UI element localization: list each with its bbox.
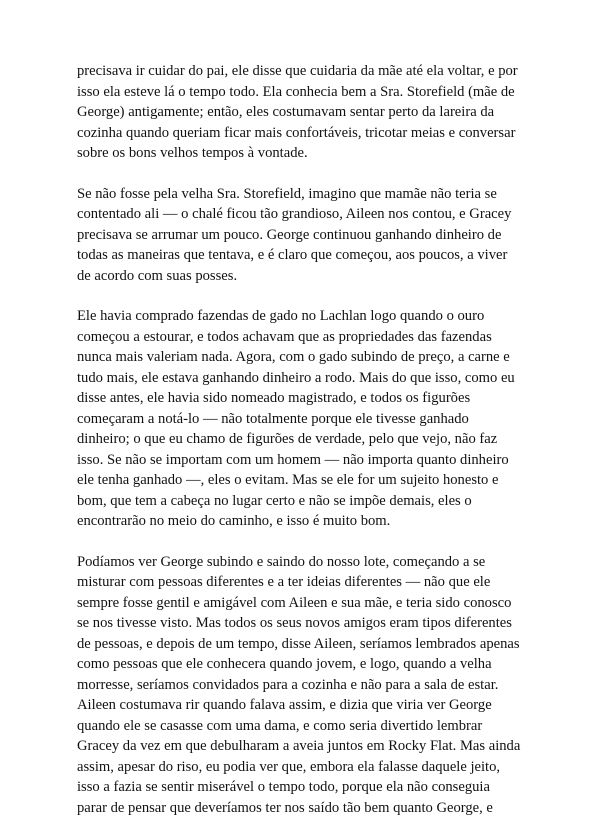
text-line: contentado ali — o chalé ficou tão grandioso, Aileen nos contou, e Gracey (77, 206, 512, 222)
text-line: isso. Se não se importam com um homem — não importa quanto dinheiro (77, 451, 509, 468)
paragraph (77, 552, 537, 819)
text-line: isso ela esteve lá o tempo todo. Ela conhecia bem a Sra. Storefield (mãe de (77, 83, 515, 100)
paragraph (77, 184, 537, 287)
text-line: bom, que tem a cabeça no lugar certo e não se impõe demais, eles o (77, 492, 472, 509)
text-line: encontrarão no meio do caminho, e isso é muito bom. (77, 513, 391, 529)
text-line: de acordo com suas posses. (77, 267, 238, 284)
text-line: parar de pensar que deveríamos ter nos saído tão bem quanto George, e (77, 799, 493, 816)
text-line: isso a fazia se sentir miserável o tempo todo, porque ela não conseguia (77, 779, 490, 795)
text-line: de pessoas, e depois de um tempo, disse Aileen, seríamos lembrados apenas (77, 635, 520, 652)
text-line: sempre fosse gentil e amigável com Aileen e sua mãe, e teria sido conosco (77, 594, 512, 611)
text-line: começou a estourar, e todos achavam que as propriedades das fazendas (77, 328, 492, 345)
text-line: quando ele se casasse com uma dama, e como seria divertido lembrar (77, 717, 483, 734)
text-line: Ele havia comprado fazendas de gado no Lachlan logo quando o ouro (77, 308, 485, 324)
text-line: Gracey da vez em que debulharam a aveia juntos em Rocky Flat. Mas ainda (77, 738, 521, 754)
text-line: morresse, seríamos convidados para a cozinha e não para a sala de estar. (77, 676, 499, 693)
text-line: Aileen costumava rir quando falava assim, e dizia que viria ver George (77, 697, 492, 713)
text-line: precisava se arrumar um pouco. George continuou ganhando dinheiro de (77, 226, 502, 243)
paragraph (77, 61, 537, 164)
text-line: todas as maneiras que tentava, e é claro que começou, aos poucos, a viver (77, 247, 508, 263)
text-line: precisava ir cuidar do pai, ele disse que cuidaria da mãe até ela voltar, e por (77, 63, 518, 79)
paragraph (77, 306, 537, 532)
text-line: como pessoas que ele conhecera quando jovem, e logo, quando a velha (77, 656, 492, 672)
text-line: sobre os bons velhos tempos à vontade. (77, 145, 308, 161)
text-line: cozinha quando queriam ficar mais confortáveis, tricotar meias e conversar (77, 124, 516, 141)
text-line: ele tenha ganhado —, eles o evitam. Mas se ele for um sujeito honesto e (77, 472, 499, 488)
text-line: dinheiro; o que eu chamo de figurões de verdade, pelo que vejo, não faz (77, 431, 498, 447)
document-page (77, 61, 537, 838)
text-line: assim, apesar do riso, eu podia ver que, embora ela falasse daquele jeito, (77, 758, 501, 775)
text-line: Podíamos ver George subindo e saindo do nosso lote, começando a se (77, 553, 486, 570)
text-line: começaram a notá-lo — não totalmente porque ele tivesse ganhado (77, 410, 469, 427)
text-line: se nos tivesse visto. Mas todos os seus novos amigos eram tipos diferentes (77, 615, 512, 631)
text-line: Se não fosse pela velha Sra. Storefield, imagino que mamãe não teria se (77, 185, 497, 202)
text-line: misturar com pessoas diferentes e a ter ideias diferentes — não que ele (77, 574, 491, 590)
text-line: nunca mais valeriam nada. Agora, com o gado subindo de preço, a carne e (77, 349, 510, 365)
text-line: disse antes, ele havia sido nomeado magistrado, e todos os figurões (77, 390, 471, 406)
text-line: tudo mais, ele estava ganhando dinheiro a rodo. Mais do que isso, como eu (77, 369, 515, 386)
text-line: George) antigamente; então, eles costumavam sentar perto da lareira da (77, 104, 495, 120)
